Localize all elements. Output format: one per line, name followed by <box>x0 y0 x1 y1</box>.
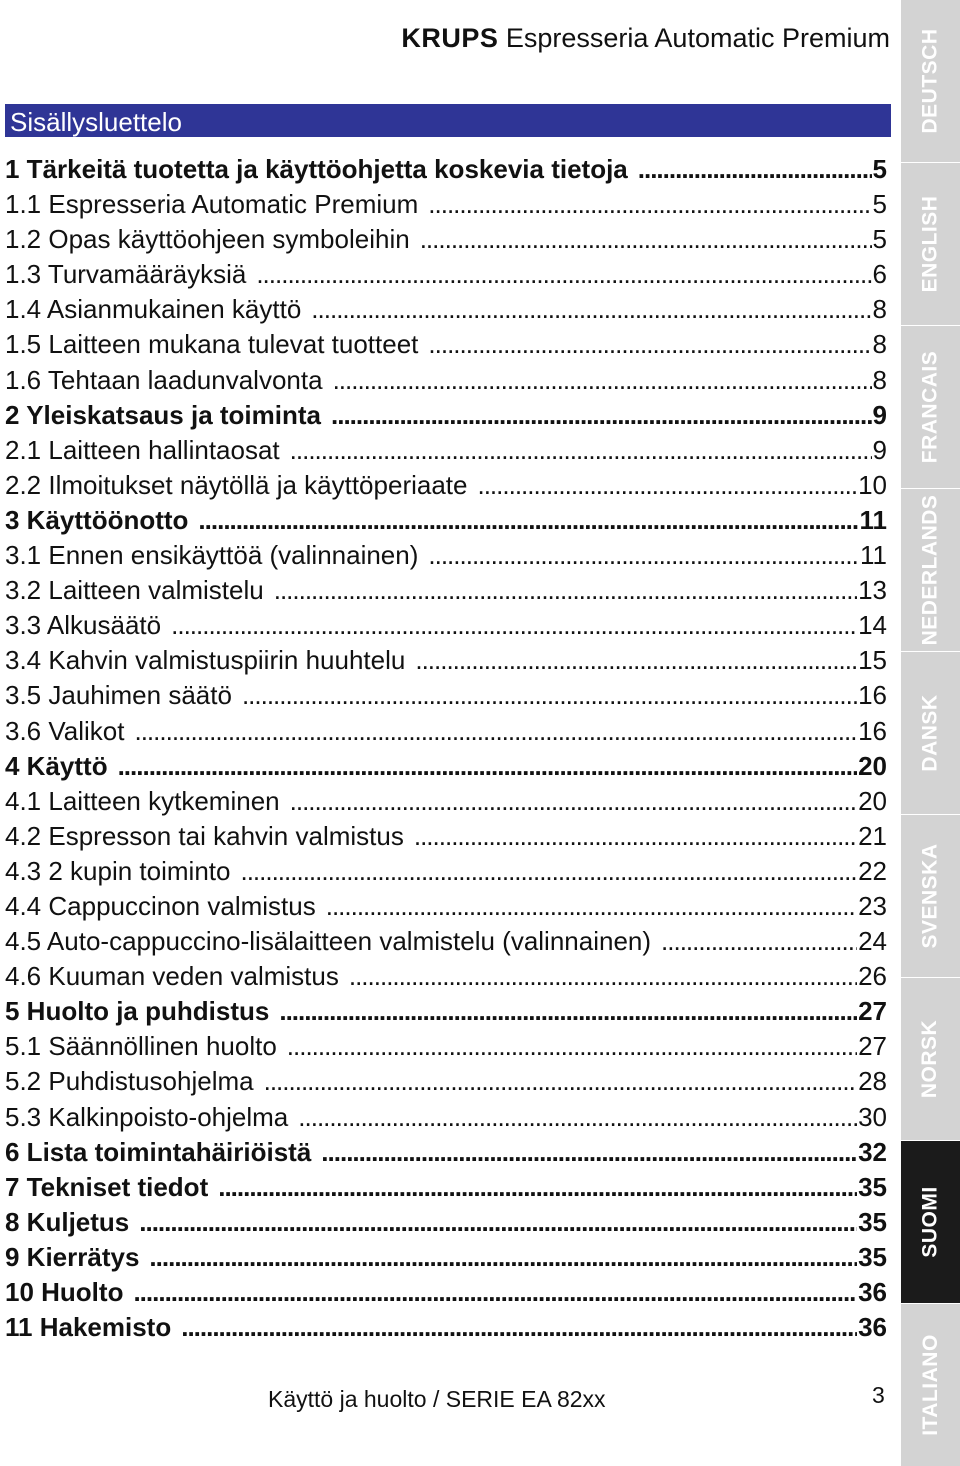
language-tab-label: SVENSKA <box>918 843 942 949</box>
toc-dot-leader <box>349 959 857 994</box>
toc-dot-leader <box>477 468 857 503</box>
language-tab-nederlands[interactable] <box>901 488 960 651</box>
toc-entry[interactable] <box>5 1100 887 1135</box>
language-tab-deutsch[interactable] <box>901 0 960 162</box>
toc-dot-leader <box>139 1205 857 1240</box>
toc-entry-title: 4.5 Auto-cappuccino-lisälaitteen valmistelu (valinnainen) <box>5 926 652 957</box>
toc-entry-title: 3.5 Jauhimen säätö <box>5 680 232 711</box>
language-tab-label: ENGLISH <box>918 195 942 293</box>
toc-entry-title: 1.1 Espresseria Automatic Premium <box>5 189 419 220</box>
toc-entry-page: 8 <box>872 294 887 325</box>
toc-dot-leader <box>326 889 857 924</box>
toc-entry[interactable] <box>5 468 887 503</box>
toc-entry-page: 9 <box>872 434 887 465</box>
toc-entry-page: 35 <box>858 1171 887 1202</box>
language-tab-label: SUOMI <box>918 1186 942 1258</box>
toc-entry-title: 4.3 2 kupin toiminto <box>5 855 231 886</box>
toc-entry-page: 9 <box>872 399 887 430</box>
toc-dot-leader <box>218 1170 857 1205</box>
footer-text: Käyttö ja huolto / SERIE EA 82xx <box>268 1386 606 1412</box>
toc-dot-leader <box>290 784 857 819</box>
toc-entry-title: 3.1 Ennen ensikäyttöä (valinnainen) <box>5 540 419 571</box>
toc-entry-title: 4.1 Laitteen kytkeminen <box>5 785 280 816</box>
toc-entry-title: 4 Käyttö <box>5 750 108 781</box>
toc-entry[interactable] <box>5 398 887 433</box>
toc-entry-page: 13 <box>858 575 887 606</box>
toc-entry-page: 5 <box>872 224 887 255</box>
toc-entry[interactable] <box>5 503 887 538</box>
toc-dot-leader <box>290 433 872 468</box>
toc-entry-page: 36 <box>858 1312 887 1343</box>
toc-entry-title: 4.6 Kuuman veden valmistus <box>5 961 339 992</box>
toc-entry[interactable] <box>5 994 887 1029</box>
toc-entry[interactable] <box>5 1310 887 1345</box>
toc-entry-page: 11 <box>860 540 887 571</box>
toc-entry-page: 14 <box>858 610 887 641</box>
language-tab-label: ITALIANO <box>918 1334 942 1436</box>
language-tab-label: DANSK <box>918 694 942 772</box>
toc-entry[interactable] <box>5 959 887 994</box>
toc-entry[interactable] <box>5 784 887 819</box>
language-tab-label: FRANCAIS <box>918 350 942 464</box>
toc-entry[interactable] <box>5 854 887 889</box>
toc-entry-page: 16 <box>858 680 887 711</box>
language-tab-francais[interactable] <box>901 325 960 488</box>
toc-entry-title: 8 Kuljetus <box>5 1206 130 1237</box>
toc-entry-page: 16 <box>858 715 887 746</box>
toc-dot-leader <box>118 749 858 784</box>
toc-entry-title: 3 Käyttöönotto <box>5 504 189 535</box>
toc-entry-page: 32 <box>858 1136 887 1167</box>
toc-entry[interactable] <box>5 1135 887 1170</box>
toc-entry-page: 30 <box>858 1101 887 1132</box>
language-tab-english[interactable] <box>901 162 960 325</box>
toc-entry-title: 1.5 Laitteen mukana tulevat tuotteet <box>5 329 419 360</box>
toc-entry-title: 5.1 Säännöllinen huolto <box>5 1031 277 1062</box>
toc-dot-leader <box>133 1275 857 1310</box>
toc-entry[interactable] <box>5 573 887 608</box>
toc-dot-leader <box>274 573 857 608</box>
toc-entry-title: 3.6 Valikot <box>5 715 125 746</box>
page-number: 3 <box>872 1382 885 1408</box>
toc-entry-title: 5.3 Kalkinpoisto-ohjelma <box>5 1101 289 1132</box>
toc-entry-title: 1.4 Asianmukainen käyttö <box>5 294 302 325</box>
toc-entry[interactable] <box>5 924 887 959</box>
toc-entry-page: 21 <box>858 820 887 851</box>
toc-dot-leader <box>333 363 872 398</box>
toc-dot-leader <box>661 924 857 959</box>
toc-entry-title: 3.3 Alkusäätö <box>5 610 162 641</box>
language-tab-label: NEDERLANDS <box>918 494 942 646</box>
toc-entry-page: 8 <box>872 329 887 360</box>
toc-entry[interactable] <box>5 327 887 362</box>
toc-entry[interactable] <box>5 292 887 327</box>
language-tab-norsk[interactable] <box>901 977 960 1140</box>
toc-dot-leader <box>415 643 857 678</box>
toc-entry-title: 4.2 Espresson tai kahvin valmistus <box>5 820 404 851</box>
toc-entry-page: 22 <box>858 855 887 886</box>
toc-entry[interactable] <box>5 1170 887 1205</box>
toc-entry-title: 4.4 Cappuccinon valmistus <box>5 890 316 921</box>
toc-entry[interactable] <box>5 433 887 468</box>
toc-entry[interactable] <box>5 889 887 924</box>
toc-entry-page: 35 <box>858 1241 887 1272</box>
toc-entry[interactable] <box>5 1205 887 1240</box>
toc-dot-leader <box>414 819 857 854</box>
toc-entry[interactable] <box>5 363 887 398</box>
toc-entry-page: 10 <box>858 469 887 500</box>
toc-dot-leader <box>256 257 871 292</box>
toc-entry-page: 5 <box>872 189 887 220</box>
toc-entry-title: 11 Hakemisto <box>5 1312 172 1343</box>
toc-entry-title: 1 Tärkeitä tuotetta ja käyttöohjetta koskevia tietoja <box>5 154 628 184</box>
toc-dot-leader <box>428 538 859 573</box>
toc-entry-page: 26 <box>858 961 887 992</box>
toc-entry[interactable] <box>5 222 887 257</box>
toc-entry-title: 1.3 Turvamääräyksiä <box>5 259 247 290</box>
toc-entry-title: 7 Tekniset tiedot <box>5 1171 209 1202</box>
toc-entry-page: 8 <box>872 364 887 395</box>
toc-entry-page: 36 <box>858 1277 887 1307</box>
toc-entry[interactable] <box>5 187 887 222</box>
toc-entry-page: 15 <box>858 645 887 676</box>
language-tab-dansk[interactable] <box>901 651 960 814</box>
toc-entry[interactable] <box>5 749 887 784</box>
language-tab-svenska[interactable] <box>901 814 960 977</box>
toc-dot-leader <box>240 854 857 889</box>
toc-entry-page: 27 <box>858 996 887 1027</box>
toc-dot-leader <box>134 714 857 749</box>
toc-entry[interactable] <box>5 714 887 749</box>
language-tab-label: DEUTSCH <box>918 28 942 134</box>
toc-dot-leader <box>279 994 857 1029</box>
language-tab-suomi[interactable] <box>901 1140 960 1303</box>
toc-entry-page: 20 <box>858 750 887 781</box>
toc-entry[interactable] <box>5 678 887 713</box>
toc-dot-leader <box>321 1135 857 1170</box>
page-header <box>0 18 890 58</box>
toc-entry-page: 24 <box>858 926 887 957</box>
toc-dot-leader <box>264 1064 857 1099</box>
toc-entry[interactable] <box>5 1240 887 1275</box>
toc-entry[interactable] <box>5 152 887 187</box>
toc-entry[interactable] <box>5 819 887 854</box>
toc-entry[interactable] <box>5 1029 887 1064</box>
toc-dot-leader <box>298 1100 857 1135</box>
toc-entry-page: 11 <box>859 504 887 535</box>
toc-dot-leader <box>331 398 872 433</box>
toc-entry-title: 9 Kierrätys <box>5 1241 140 1272</box>
toc-dot-leader <box>420 222 872 257</box>
toc-dot-leader <box>181 1310 857 1345</box>
brand-name: KRUPS <box>401 23 499 53</box>
toc-entry-page: 35 <box>858 1206 887 1237</box>
toc-entry[interactable] <box>5 608 887 643</box>
toc-entry-page: 20 <box>858 785 887 816</box>
section-title: Sisällysluettelo <box>5 104 891 137</box>
toc-entry[interactable] <box>5 257 887 292</box>
toc-entry-title: 3.2 Laitteen valmistelu <box>5 575 264 606</box>
language-tab-label: NORSK <box>918 1019 942 1099</box>
toc-entry-page: 6 <box>872 259 887 290</box>
product-name: Espresseria Automatic Premium <box>505 23 890 53</box>
toc-dot-leader <box>242 678 857 713</box>
toc-entry-page: 27 <box>858 1031 887 1062</box>
toc-dot-leader <box>198 503 858 538</box>
language-tabs <box>901 0 960 1449</box>
toc-dot-leader <box>149 1240 857 1275</box>
toc-entry-title: 2.2 Ilmoitukset näytöllä ja käyttöperiaate <box>5 469 468 500</box>
table-of-contents <box>5 152 887 1345</box>
toc-dot-leader <box>428 187 871 222</box>
toc-dot-leader <box>311 292 871 327</box>
toc-entry-page: 23 <box>858 890 887 921</box>
toc-dot-leader <box>428 327 871 362</box>
toc-entry-page: 5 <box>872 154 887 184</box>
toc-entry-title: 5 Huolto ja puhdistus <box>5 996 270 1027</box>
toc-entry[interactable] <box>5 1064 887 1099</box>
toc-entry-title: 1.6 Tehtaan laadunvalvonta <box>5 364 323 395</box>
toc-entry-page: 28 <box>858 1066 887 1097</box>
toc-dot-leader <box>171 608 857 643</box>
language-tab-italiano[interactable] <box>901 1303 960 1466</box>
toc-entry-title: 1.2 Opas käyttöohjeen symboleihin <box>5 224 410 255</box>
toc-dot-leader <box>638 152 872 187</box>
toc-entry[interactable] <box>5 643 887 678</box>
toc-entry-title: 6 Lista toimintahäiriöistä <box>5 1136 312 1167</box>
toc-dot-leader <box>287 1029 857 1064</box>
toc-entry-title: 2.1 Laitteen hallintaosat <box>5 434 280 465</box>
toc-entry-title: 5.2 Puhdistusohjelma <box>5 1066 254 1097</box>
toc-entry-title: 10 Huolto <box>5 1277 124 1307</box>
toc-entry[interactable] <box>5 1275 887 1310</box>
toc-entry-title: 3.4 Kahvin valmistuspiirin huuhtelu <box>5 645 406 676</box>
toc-entry-title: 2 Yleiskatsaus ja toiminta <box>5 399 321 430</box>
toc-entry[interactable] <box>5 538 887 573</box>
